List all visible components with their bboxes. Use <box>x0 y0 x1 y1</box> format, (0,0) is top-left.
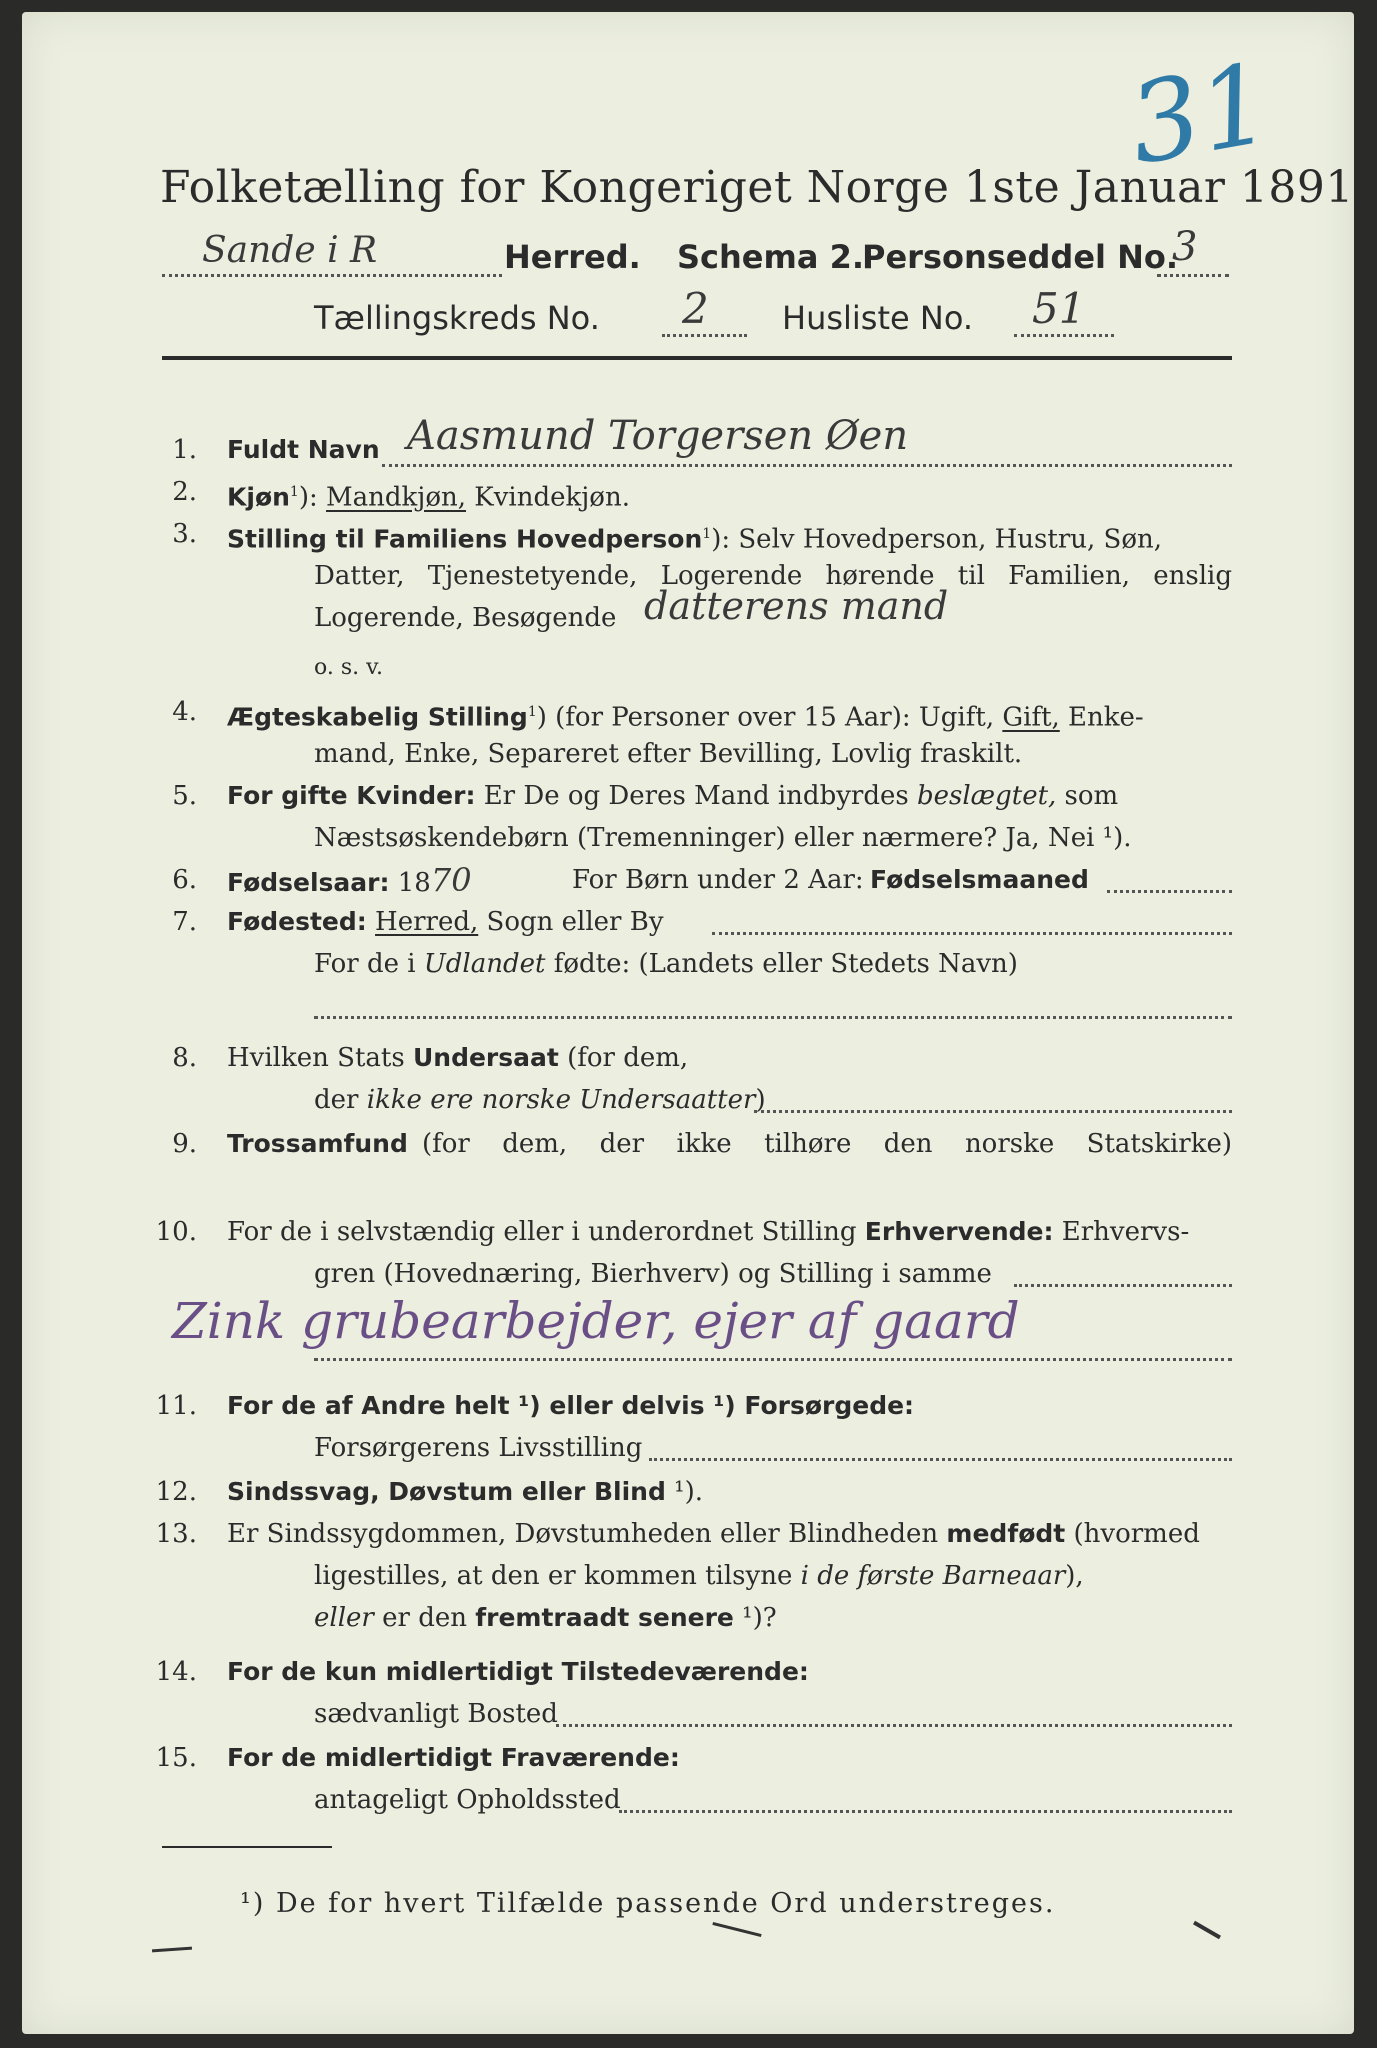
q10-dots <box>1014 1284 1232 1287</box>
census-form-sheet <box>22 12 1369 2034</box>
q6-label: Fødselsaar: <box>227 868 390 897</box>
q10-line1b: Erhvervs- <box>1053 1217 1190 1247</box>
q1-dots <box>382 464 1232 467</box>
q3-line1-text: ): Selv Hovedperson, Hustru, Søn, <box>711 524 1163 555</box>
q13-line2 <box>314 1556 1084 1596</box>
q7-dots <box>712 932 1232 935</box>
q5-label: For gifte Kvinder: <box>227 781 476 810</box>
kreds-value: 2 <box>682 284 709 333</box>
q2-sup: 1 <box>289 484 299 500</box>
q2-text-pre: ): <box>298 482 327 513</box>
q8-line2b: ) <box>755 1085 766 1115</box>
q15-label: For de midlertidigt Fraværende: <box>227 1743 680 1772</box>
q14-line2 <box>314 1694 1232 1734</box>
q5-number: 5. <box>172 781 197 811</box>
q10-line2-text: gren (Hovednæring, Bierhverv) og Stilling i samme <box>314 1259 992 1289</box>
herred-value: Sande i R <box>202 230 378 271</box>
q15-line2 <box>314 1780 1232 1820</box>
q10-number: 10. <box>155 1217 197 1247</box>
form-title: Folketælling for Kongeriget Norge 1ste Januar 1891. <box>160 162 1369 213</box>
kreds-label: Tællingskreds No. <box>314 299 600 337</box>
q5-line1i: beslægtet, <box>916 781 1057 811</box>
q10-line1a: For de i selvstændig eller i underordnet Stilling <box>227 1217 865 1247</box>
q8-line1b: (for dem, <box>558 1043 689 1073</box>
q12-tail: ¹). <box>674 1477 703 1507</box>
q13-line1a: Er Sindssygdommen, Døvstumheden eller Blindheden <box>227 1519 947 1549</box>
q15-number: 15. <box>155 1743 197 1773</box>
q4-label: Ægteskabelig Stilling <box>227 702 528 732</box>
husliste-label: Husliste No. <box>782 299 973 337</box>
q7-line2a: For de i <box>314 949 424 979</box>
q15-line2-text: antageligt Opholdssted <box>314 1785 621 1815</box>
q7-line1 <box>227 902 664 942</box>
q13-line3b: ¹)? <box>733 1603 777 1633</box>
q4-line1a: ) (for Personer over 15 Aar): Ugift, <box>536 702 1003 733</box>
schema-label: Schema 2. <box>677 238 864 276</box>
q7-text: Sogn eller By <box>478 907 664 937</box>
header-rule <box>162 356 1232 360</box>
q3-number: 3. <box>172 519 197 549</box>
q3-line2: Datter, Tjenestetyende, Logerende hørende til Familien, enslig <box>314 561 1232 591</box>
q13-line1b: (hvormed <box>1065 1519 1200 1549</box>
q9-text: (for dem, der ikke tilhøre den norske Statskirke) <box>422 1129 1232 1159</box>
pen-mark-left <box>152 1947 192 1953</box>
herred-label: Herred. <box>504 238 641 276</box>
q8-label: Undersaat <box>412 1043 559 1072</box>
q2-option-mandkjon: Mandkjøn, <box>326 482 467 513</box>
footnote-rule <box>162 1846 332 1848</box>
q4-number: 4. <box>172 697 197 727</box>
q8-line1 <box>227 1038 688 1078</box>
q10-line1 <box>227 1212 1189 1252</box>
q6-year-prefix: 18 <box>389 868 431 898</box>
q8-line2 <box>314 1080 1232 1120</box>
q6-year-value: 70 <box>430 861 472 899</box>
q13-line2b: ), <box>1065 1561 1084 1591</box>
husliste-value: 51 <box>1032 284 1086 333</box>
q13-line2i: i de første Barneaar <box>800 1561 1066 1591</box>
q11-dots <box>649 1458 1232 1461</box>
q13-label: medfødt <box>946 1519 1066 1548</box>
q7-label: Fødested: <box>227 907 367 936</box>
q1-answer: Aasmund Torgersen Øen <box>407 413 909 459</box>
q13-line1 <box>227 1514 1200 1554</box>
q9-number: 9. <box>172 1129 197 1159</box>
q7-line2b: fødte: (Landets eller Stedets Navn) <box>545 949 1018 979</box>
herred-dots <box>162 274 502 277</box>
q11-line2-text: Forsørgerens Livsstilling <box>314 1433 643 1463</box>
q6-line1 <box>227 860 472 903</box>
q15-dots <box>619 1810 1232 1813</box>
q12-line1 <box>227 1472 703 1512</box>
pen-mark-right <box>1193 1921 1221 1939</box>
q7-option-herred: Herred, <box>375 907 479 937</box>
q4-sup: 1 <box>527 704 537 720</box>
q8-line1a: Hvilken Stats <box>227 1043 413 1073</box>
q7-answer-dots <box>314 1016 1232 1019</box>
q2-number: 2. <box>172 477 197 507</box>
q9-label: Trossamfund <box>227 1129 408 1158</box>
q13-label2: fremtraadt senere <box>475 1603 734 1632</box>
q14-number: 14. <box>155 1657 197 1687</box>
q10-answer: Zink grubearbejder, ejer af gaard <box>172 1292 1020 1350</box>
q7-line2 <box>314 944 1018 984</box>
q8-number: 8. <box>172 1043 197 1073</box>
q7-number: 7. <box>172 907 197 937</box>
q1-label: Fuldt Navn <box>227 435 380 464</box>
kreds-dots <box>662 334 747 337</box>
page-number-handwritten: 31 <box>1119 38 1281 190</box>
q14-dots <box>556 1724 1232 1727</box>
personseddel-label: Personseddel No. <box>862 238 1179 276</box>
q11-number: 11. <box>155 1391 197 1421</box>
q3-sup: 1 <box>702 526 712 542</box>
q1-number: 1. <box>172 435 197 465</box>
q3-answer: datterens mand <box>644 584 949 628</box>
q11-label: For de af Andre helt ¹) eller delvis ¹) Forsørgede: <box>227 1391 915 1420</box>
personseddel-dots <box>1157 274 1229 277</box>
q12-number: 12. <box>155 1477 197 1507</box>
q5-line1a: Er De og Deres Mand indbyrdes <box>475 781 917 811</box>
q6-number: 6. <box>172 865 197 895</box>
footnote: ¹) De for hvert Tilfælde passende Ord understreges. <box>240 1888 1056 1919</box>
q5-line2: Næstsøskendebørn (Tremenninger) eller nærmere? Ja, Nei ¹). <box>314 823 1132 853</box>
q14-label: For de kun midlertidigt Tilstedeværende: <box>227 1657 809 1686</box>
q6-label2: Fødselsmaaned <box>870 865 1089 894</box>
q4-option-gift: Gift, <box>1002 702 1060 733</box>
q3-line1 <box>227 514 1232 560</box>
q11-line2 <box>314 1428 1232 1468</box>
q8-line2i: ikke ere norske Undersaatter <box>366 1085 756 1115</box>
q12-label: Sindssvag, Døvstum eller Blind <box>227 1477 666 1506</box>
q4-line2: mand, Enke, Separeret efter Bevilling, Lovlig fraskilt. <box>314 739 1023 769</box>
q10-line2 <box>314 1254 1232 1294</box>
q10-label: Erhvervende: <box>864 1217 1054 1246</box>
personseddel-value: 3 <box>1172 224 1198 270</box>
pen-mark-center <box>712 1922 761 1937</box>
q13-line2a: ligestilles, at den er kommen tilsyne <box>314 1561 801 1591</box>
q6-text2: For Børn under 2 Aar: <box>572 865 864 895</box>
q13-number: 13. <box>155 1519 197 1549</box>
q7-line2i: Udlandet <box>423 949 546 979</box>
q4-line1 <box>227 692 1144 738</box>
q10-answer-dots <box>314 1358 1232 1361</box>
q2-content <box>227 472 630 518</box>
q14-line2-text: sædvanligt Bosted <box>314 1699 558 1729</box>
q8-dots <box>754 1110 1232 1113</box>
q3-line3 <box>314 584 1232 638</box>
q3-line3-text: Logerende, Besøgende <box>314 603 617 633</box>
q13-line3a: er den <box>373 1603 476 1633</box>
q13-line3 <box>314 1598 777 1638</box>
q8-line2a: der <box>314 1085 367 1115</box>
q13-line3i: eller <box>314 1603 374 1633</box>
q2-option-kvindekjon: Kvindekjøn. <box>466 482 630 513</box>
q5-line1 <box>227 776 1118 816</box>
q2-label: Kjøn <box>227 482 290 512</box>
q3-label: Stilling til Familiens Hovedperson <box>227 524 703 554</box>
q4-line1b: Enke- <box>1059 702 1144 733</box>
husliste-dots <box>1014 334 1114 337</box>
q3-line4: o. s. v. <box>314 655 383 680</box>
q6-dots <box>1107 890 1232 893</box>
q5-line1b: som <box>1056 781 1119 811</box>
